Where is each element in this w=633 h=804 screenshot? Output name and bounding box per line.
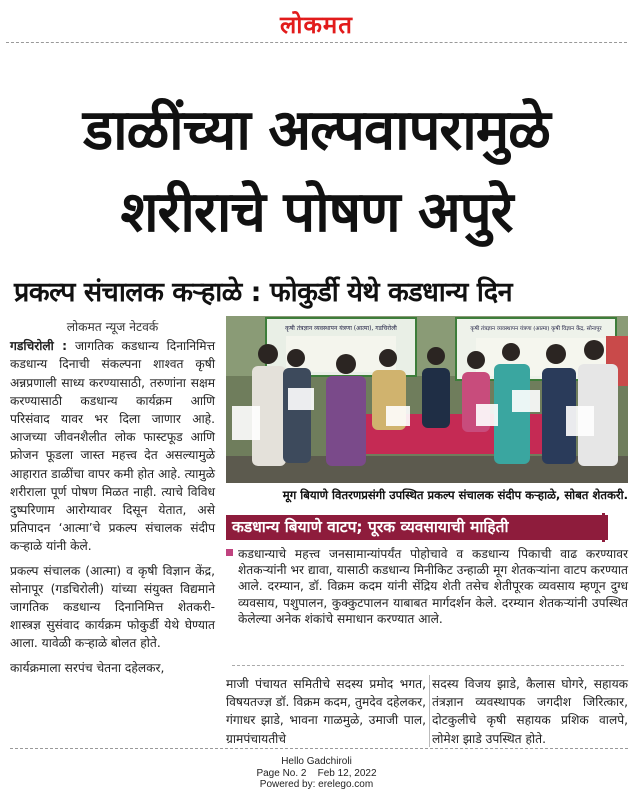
infobox-body	[226, 546, 628, 627]
column-divider	[429, 675, 430, 747]
article-column-middle: माजी पंचायत समितीचे सदस्य प्रमोद भगत, विषयतज्ज्ञ डॉ. विक्रम कदम, तुमदेव दहेलकर, गंगाधर झाडे, भावना गाळमुळे, उमाजी पाल, ग्रामपंचायतीचे	[226, 677, 426, 746]
banner-left-text: कृषी तंत्रज्ञान व्यवस्थापन यंत्रणा (आत्मा), गडचिरोली	[285, 325, 397, 332]
bullet-icon	[226, 549, 233, 556]
footer-powered-by: Powered by: erelego.com	[259, 779, 374, 790]
headline-line-2: शरीराचे पोषण अपुरे	[120, 180, 513, 245]
article-paragraph-2: प्रकल्प संचालक (आत्मा) व कृषी विज्ञान केंद्र, सोनापूर (गडचिरोली) यांच्या संयुक्त विद्यमाने जागतिक कडधान्य दिनानिमित्त शेतकरी- शास्त्रज्ञ सुसंवाद कार्यक्रम फोकुर्डी येथे घेण्यात आला. यावेळी कऱ्हाळे बोलत होते.	[10, 563, 215, 651]
article-paragraph-3: कार्यक्रमाला सरपंच चेतना दहेलकर,	[10, 660, 165, 675]
footer-page-date: Page No. 2 Feb 12, 2022	[256, 767, 377, 779]
photo-caption: मूग बियाणे वितरणप्रसंगी उपस्थित प्रकल्प संचालक संदीप कऱ्हाळे, सोबत शेतकरी.	[282, 488, 628, 502]
infobox-separator	[232, 665, 624, 666]
headline-line-1: डाळींच्या अल्पवापरामुळे	[83, 98, 550, 163]
infobox-text: कडधान्याचे महत्त्व जनसामान्यांपर्यंत पोहोचावे व कडधान्य पिकाची वाढ करण्यावर शेतकऱ्यांनी भर द्यावा, यासाठी कडधान्य मिनीकिट उन्हाळी मूग शेतकऱ्यांना वाटप करण्यात आले. दरम्यान, डॉ. विक्रम कदम यांनी सेंद्रिय शेती तसेच शेतीपूरक व्यवसाय म्हणून दुग्ध व्यवसाय, पशुपालन, कुक्कुटपालन याबाबत मार्गदर्शन केले. दरम्यान शेतकऱ्यांनी उपस्थित केलेल्या अनेक शंकांचे समाधान करण्यात आले.	[238, 547, 628, 626]
event-photo-illustration	[226, 316, 628, 483]
bottom-rule	[10, 748, 628, 749]
page-footer	[0, 756, 633, 791]
masthead-rule	[6, 42, 627, 43]
article-column-right: सदस्य विजय झाडे, कैलास घोगरे, सहायक तंत्रज्ञान व्यवस्थापक जगदीश जिरित्कार, दोटकुलीचे कृषी सहायक प्रशिक वालपे, लोमेश झाडे उपस्थित होते.	[432, 677, 628, 746]
dateline: गडचिरोली :	[10, 339, 68, 354]
banner-right-text: कृषी तंत्रज्ञान व्यवस्थापन यंत्रणा (आत्मा) कृषी विज्ञान केंद्र, सोनापूर	[470, 326, 602, 332]
subheadline: प्रकल्प संचालक कऱ्हाळे : फोकुर्डी येथे कडधान्य दिन	[14, 277, 513, 308]
newspaper-logo: लोकमत	[280, 10, 353, 39]
infobox-title-edge	[602, 513, 605, 542]
article-column-left	[10, 318, 215, 677]
event-photo	[226, 316, 628, 483]
article-paragraph-1	[10, 337, 215, 555]
article-paragraph-1-text: जागतिक कडधान्य दिनानिमित्त कडधान्य दिनाची संकल्पना शाश्वत कृषी अन्नप्रणाली साध्य करण्यासाठी, तरुणांना सक्षम करण्यासाठी कडधान्य कार्यक्रम आणि परिसंवाद यावर भर दिला जाणार आहे. आजच्या जीवनशैलीत लोक फास्टफूड आणि फ्रोजन फूडला जास्त महत्त्व देत असल्यामुळे आहारात डाळींचा वापर कमी होत आहे. त्यामुळे शरीराला पूर्ण पोषण मिळत नाही. त्याचे विविध दुष्परिणाम आरोग्यावर दिसून येतात, असे प्रतिपादन ‘आत्मा’चे प्रकल्प संचालक संदीप कऱ्हाळे यांनी केले.	[10, 339, 215, 554]
infobox-title: कडधान्य बियाणे वाटप; पूरक व्यवसायाची माहिती	[226, 515, 608, 540]
headline	[0, 90, 633, 254]
footer-edition: Hello Gadchiroli	[281, 756, 352, 767]
byline-credit: लोकमत न्यूज नेटवर्क	[66, 320, 159, 334]
masthead	[0, 0, 633, 44]
